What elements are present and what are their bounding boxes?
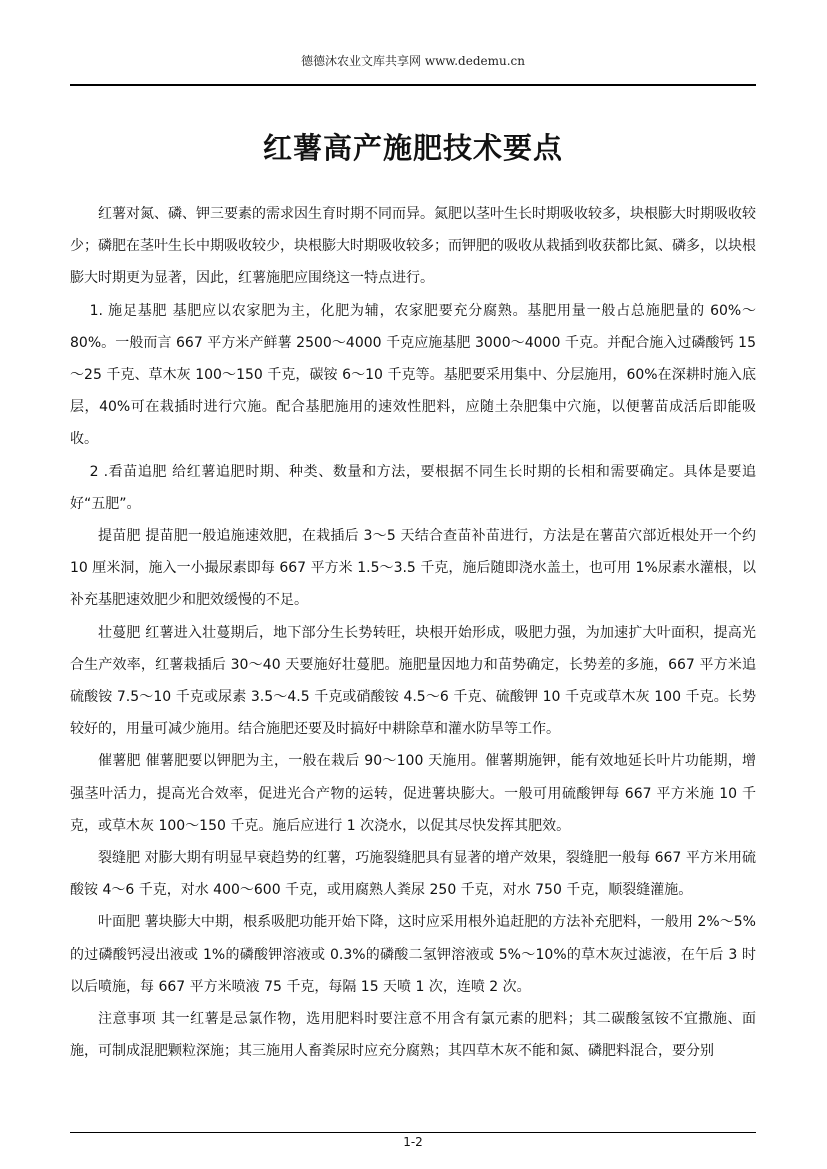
paragraph-crack-fertilizer: 裂缝肥 对膨大期有明显早衰趋势的红薯，巧施裂缝肥具有显著的增产效果，裂缝肥一般每 667 平方米用硫酸铵 4～6 千克，对水 400～600 千克，或用腐熟人粪尿 250 千克，对水 750 千克，顺裂缝灌施。: [70, 850, 756, 899]
paragraph-vine-fertilizer: 壮蔓肥 红薯进入壮蔓期后，地下部分生长势转旺，块根开始形成，吸肥力强，为加速扩大叶面积，提高光合生产效率，红薯栽插后 30～40 天要施好壮蔓肥。施肥量因地力和苗势确定，长势差的多施，667 平方米追硫酸铵 7.5～10 千克或尿素 3.5～4.5 千克或硝酸铵 4.5～6 千克、硫酸钾 10 千克或草木灰 100 千克。长势较好的，用量可减少施用。结合施肥还要及时搞好中耕除草和灌水防旱等工作。: [70, 624, 756, 738]
paragraph-tuber-fertilizer: 催薯肥 催薯肥要以钾肥为主，一般在栽后 90～100 天施用。催薯期施钾，能有效地延长叶片功能期，增强茎叶活力，提高光合效率，促进光合产物的运转，促进薯块膨大。一般可用硫酸钾每 667 平方米施 10 千克，或草木灰 100～150 千克。施后应进行 1 次浇水，以促其尽快发挥其肥效。: [70, 753, 756, 834]
header-divider: [70, 84, 756, 86]
paragraph-precautions: 注意事项 其一红薯是忌氯作物，选用肥料时要注意不用含有氯元素的肥料；其二碳酸氢铵不宜撒施、面施，可制成混肥颗粒深施；其三施用人畜粪尿时应充分腐熟；其四草木灰不能和氮、磷肥料混合，要分别: [70, 1011, 756, 1060]
page-number: 1-2: [403, 1135, 423, 1149]
paragraph-base-fertilizer: 1. 施足基肥 基肥应以农家肥为主，化肥为辅，农家肥要充分腐熟。基肥用量一般占总施肥量的 60%～80%。一般而言 667 平方米产鲜薯 2500～4000 千克应施基肥 3000～4000 千克。并配合施入过磷酸钙 15～25 千克、草木灰 100～150 千克，碳铵 6～10 千克等。基肥要采用集中、分层施用，60%在深耕时施入底层，40%可在栽插时进行穴施。配合基肥施用的速效性肥料，应随土杂肥集中穴施，以便薯苗成活后即能吸收。: [70, 302, 756, 448]
footer-divider: [70, 1132, 756, 1133]
paragraph-foliar-fertilizer: 叶面肥 薯块膨大中期，根系吸肥功能开始下降，这时应采用根外追赶肥的方法补充肥料，一般用 2%～5%的过磷酸钙浸出液或 1%的磷酸钾溶液或 0.3%的磷酸二氢钾溶液或 5%～10%的草木灰过滤液，在午后 3 时以后喷施，每 667 平方米喷液 75 千克，每隔 15 天喷 1 次，连喷 2 次。: [70, 914, 756, 995]
paragraph-intro: 红薯对氮、磷、钾三要素的需求因生育时期不同而异。氮肥以茎叶生长时期吸收较多，块根膨大时期吸收较少；磷肥在茎叶生长中期吸收较少，块根膨大时期吸收较多；而钾肥的吸收从栽插到收获都比氮、磷多，以块根膨大时期更为显著，因此，红薯施肥应围绕这一特点进行。: [70, 206, 756, 287]
page-header: 德德沐农业文库共享网 www.dedemu.cn: [301, 54, 525, 68]
document-body: [70, 198, 756, 1067]
paragraph-topdressing: 2 .看苗追肥 给红薯追肥时期、种类、数量和方法，要根据不同生长时期的长相和需要确定。具体是要追好“五肥”。: [70, 463, 756, 512]
document-title: 红薯高产施肥技术要点: [262, 131, 563, 165]
paragraph-seedling-fertilizer: 提苗肥 提苗肥一般追施速效肥，在栽插后 3～5 天结合查苗补苗进行，方法是在薯苗穴部近根处开一个约 10 厘米洞，施入一小撮尿素即每 667 平方米 1.5～3.5 千克，施后随即浇水盖土，也可用 1%尿素水灌根，以补充基肥速效肥少和肥效缓慢的不足。: [70, 528, 756, 609]
